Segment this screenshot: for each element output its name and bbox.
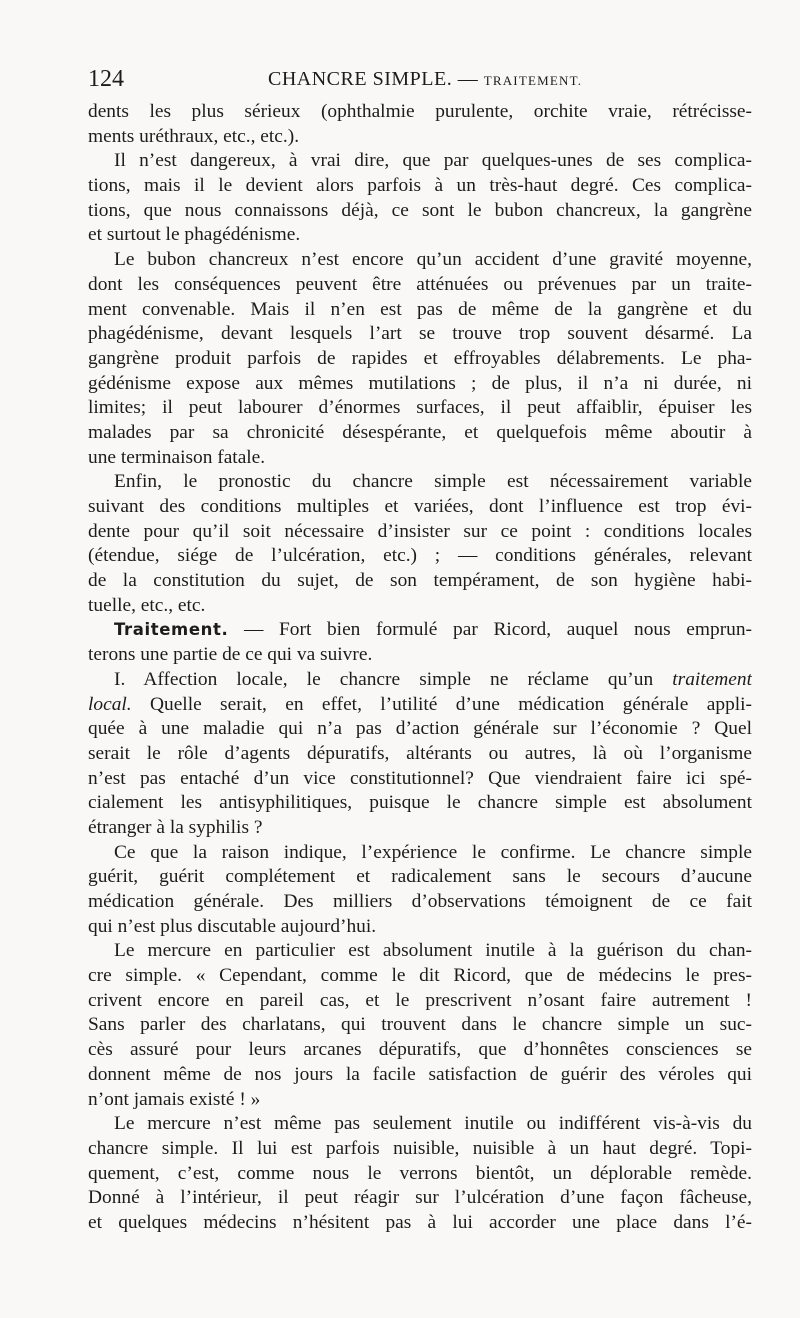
text-line: suivant des conditions multiples et variées, dont l’influence est trop évi- xyxy=(88,496,752,517)
running-title-dash: — xyxy=(457,68,479,90)
paragraph-traitement xyxy=(88,618,752,667)
running-title-section: TRAITEMENT. xyxy=(483,73,583,88)
text-line: Enfin, le pronostic du chancre simple est nécessairement variable xyxy=(114,471,752,493)
text-line xyxy=(88,618,752,643)
paragraph xyxy=(88,939,752,1112)
text-line: cialement les antisyphilitiques, puisque le chancre simple est absolument xyxy=(88,792,752,814)
text-line: phagédénisme, devant lesquels l’art se trouve trop souvent désarmé. La xyxy=(88,323,752,345)
running-title-main: CHANCRE SIMPLE. xyxy=(268,68,453,90)
text-line: tions, que nous connaissons déjà, ce sont le bubon chancreux, la gangrène xyxy=(88,199,752,221)
text-line: chancre simple. Il lui est parfois nuisible, nuisible à un haut degré. Topi- xyxy=(88,1137,752,1159)
text-line xyxy=(88,668,752,693)
text-line: médication générale. Des milliers d’observations témoignent de ce fait xyxy=(88,891,752,912)
text-line: Ce que la raison indique, l’expérience le confirme. Le chancre simple xyxy=(114,841,752,863)
text-line: crivent encore en pareil cas, et le prescrivent n’osant faire autrement ! xyxy=(88,989,752,1011)
text-line: (étendue, siége de l’ulcération, etc.) ; — conditions générales, relevant xyxy=(88,545,752,567)
text-run: Quelle serait, en effet, l’utilité d’une médication générale appli- xyxy=(150,693,752,715)
paragraph xyxy=(88,841,752,940)
text-line: de la constitution du sujet, de son tempérament, de son hygiène habi- xyxy=(88,570,752,592)
running-header xyxy=(88,62,752,98)
text-line: quement, c’est, comme nous le verrons bientôt, un déplorable remède. xyxy=(88,1162,752,1184)
text-line: donnent même de nos jours la facile satisfaction de guérir des véroles qui xyxy=(88,1063,752,1085)
text-line: Le mercure en particulier est absolument inutile à la guérison du chan- xyxy=(114,940,752,962)
text-line: tuelle, etc., etc. xyxy=(88,594,206,616)
text-line: une terminaison fatale. xyxy=(88,446,266,468)
text-line: ments uréthraux, etc., etc.). xyxy=(88,125,300,147)
text-line: étranger à la syphilis ? xyxy=(88,816,263,838)
text-line: malades par sa chronicité désespérante, et quelquefois même aboutir à xyxy=(88,421,752,443)
text-line: gangrène produit parfois de rapides et effroyables délabrements. Le pha- xyxy=(88,347,752,369)
paragraph xyxy=(88,470,752,618)
text-line: n’est pas entaché d’un vice constitutionnel? Que viendraient faire ici spé- xyxy=(88,767,752,789)
text-line: guérit, guérit complétement et radicalement sans le secours d’aucune xyxy=(88,866,752,888)
paragraph xyxy=(88,1112,752,1235)
text-line: dont les conséquences peuvent être atténuées ou prévenues par un traite- xyxy=(88,273,752,295)
text-line: terons une partie de ce qui va suivre. xyxy=(88,644,373,666)
text-line: quée à une maladie qui n’a pas d’action générale sur l’économie ? Quel xyxy=(88,718,752,740)
text-line: qui n’est plus discutable aujourd’hui. xyxy=(88,915,377,937)
text-line: dente pour qu’il soit nécessaire d’insister sur ce point : conditions locales xyxy=(88,520,752,542)
text-line xyxy=(88,693,752,718)
text-line: Donné à l’intérieur, il peut réagir sur l’ulcération d’une façon fâcheuse, xyxy=(88,1187,752,1209)
text-line: gédénisme expose aux mêmes mutilations ; de plus, il n’a ni durée, ni xyxy=(88,372,752,394)
text-line: cès assuré pour leurs arcanes dépuratifs, que d’honnêtes consciences se xyxy=(88,1039,752,1061)
text-line: Le bubon chancreux n’est encore qu’un accident d’une gravité moyenne, xyxy=(114,249,752,271)
text-run: — Fort bien formulé par Ricord, auquel nous emprun- xyxy=(228,619,752,641)
text-line: serait le rôle d’agents dépuratifs, altérants ou autres, là où l’organisme xyxy=(88,742,752,764)
section-heading: Traitement. xyxy=(114,620,229,640)
text-line: et surtout le phagédénisme. xyxy=(88,224,301,246)
text-line: ment convenable. Mais il n’en est pas de même de la gangrène et du xyxy=(88,298,752,320)
paragraph xyxy=(88,149,752,248)
running-title xyxy=(268,62,582,98)
text-line: cre simple. « Cependant, comme le dit Ricord, que de médecins le pres- xyxy=(88,965,752,987)
italic-term: local. xyxy=(88,693,132,715)
text-line: n’ont jamais existé ! » xyxy=(88,1088,261,1110)
page-number: 124 xyxy=(88,66,124,92)
text-line: Il n’est dangereux, à vrai dire, que par quelques-unes de ses complica- xyxy=(114,150,752,172)
text-line: dents les plus sérieux (ophthalmie purulente, orchite vraie, rétrécisse- xyxy=(88,101,752,122)
text-line: Sans parler des charlatans, qui trouvent dans le chancre simple un suc- xyxy=(88,1014,752,1036)
text-line: Le mercure n’est même pas seulement inutile ou indifférent vis-à-vis du xyxy=(114,1113,752,1135)
text-line: et quelques médecins n’hésitent pas à lui accorder une place dans l’é- xyxy=(88,1211,752,1233)
body-text xyxy=(88,100,752,1236)
text-line: limites; il peut labourer d’énormes surfaces, il peut affaiblir, épuiser les xyxy=(88,397,752,419)
text-line: tions, mais il le devient alors parfois à un très-haut degré. Ces complica- xyxy=(88,175,752,197)
text-run: I. Affection locale, le chancre simple ne réclame qu’un xyxy=(114,668,654,690)
paragraph xyxy=(88,100,752,149)
paragraph xyxy=(88,248,752,470)
paragraph xyxy=(88,668,752,841)
italic-term: traitement xyxy=(672,668,752,690)
